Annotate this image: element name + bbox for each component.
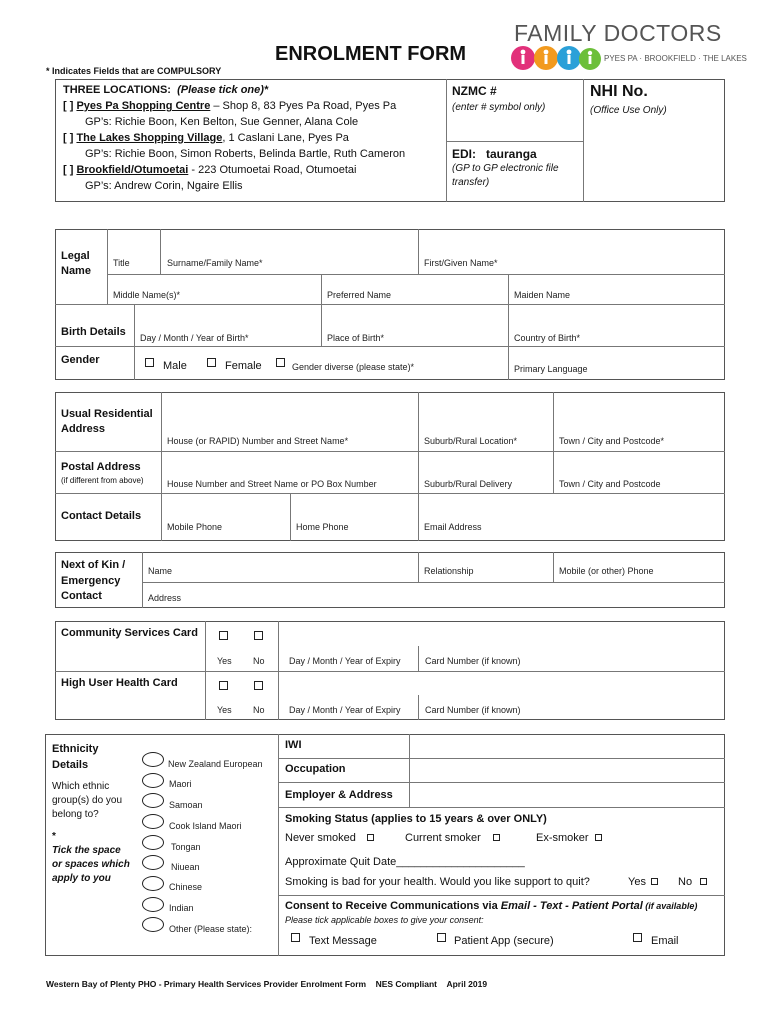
gender-label: Gender	[61, 354, 100, 366]
male-checkbox[interactable]	[145, 358, 154, 367]
support-yes-label: Yes	[628, 876, 646, 888]
kin-phone-field[interactable]: Mobile (or other) Phone	[559, 566, 654, 576]
usual-address-label-2: Address	[61, 423, 106, 435]
occupation-input[interactable]	[412, 761, 720, 779]
postal-suburb-field[interactable]: Suburb/Rural Delivery	[424, 479, 513, 489]
home-phone-field[interactable]: Home Phone	[296, 522, 349, 532]
ex-smoker-checkbox[interactable]	[595, 834, 602, 841]
consent-note: Please tick applicable boxes to give your consent:	[285, 915, 484, 925]
employer-input[interactable]	[412, 785, 720, 804]
quit-support-question: Smoking is bad for your health. Would you like support to quit?	[285, 876, 590, 888]
ethnicity-option-label: Other (Please state):	[169, 924, 253, 934]
logo	[510, 20, 747, 77]
csc-yes-label: Yes	[217, 656, 232, 666]
ethnicity-option-circle[interactable]	[142, 773, 164, 788]
smoking-status-title: Smoking Status (applies to 15 years & over ONLY)	[285, 813, 547, 825]
logo-text: FAMILY DOCTORS	[514, 20, 722, 46]
postal-street-field[interactable]: House Number and Street Name or PO Box Number	[167, 479, 377, 489]
ethnicity-option-circle[interactable]	[142, 876, 164, 891]
email-consent-checkbox[interactable]	[633, 933, 642, 942]
kin-address-field[interactable]: Address	[148, 593, 182, 603]
town-postcode-field[interactable]: Town / City and Postcode*	[559, 436, 665, 446]
usual-address-label-1: Usual Residential	[61, 408, 153, 420]
primary-language-field[interactable]: Primary Language	[514, 364, 588, 374]
ethnicity-option-label: Samoan	[169, 800, 203, 810]
ethnicity-option-label: Maori	[169, 779, 192, 789]
ethnicity-option-label: Chinese	[169, 882, 203, 892]
postal-town-field[interactable]: Town / City and Postcode	[559, 479, 661, 489]
title-field[interactable]: Title	[113, 258, 130, 268]
ethnicity-option-label: New Zealand European	[168, 759, 263, 769]
edi-label: EDI: tauranga	[452, 147, 537, 161]
ethnicity-option-circle[interactable]	[142, 835, 164, 850]
locations-heading: THREE LOCATIONS: (Please tick one)*	[63, 84, 269, 96]
location-the-lakes[interactable]: [ ] The Lakes Shopping Village, 1 Caslani Lane, Pyes Pa	[63, 132, 349, 144]
patient-app-checkbox[interactable]	[437, 933, 446, 942]
legal-name-label-1: Legal	[61, 250, 90, 262]
never-smoked-label: Never smoked	[285, 832, 356, 844]
contact-details-label: Contact Details	[61, 510, 142, 522]
male-label: Male	[163, 360, 187, 372]
kin-label-3: Contact	[61, 590, 102, 602]
quit-date-field[interactable]: Approximate Quit Date_____________________	[285, 856, 525, 868]
dob-field[interactable]: Day / Month / Year of Birth*	[140, 333, 249, 343]
nhi-label: NHI No.	[590, 83, 648, 100]
house-rapid-field[interactable]: House (or RAPID) Number and Street Name*	[167, 436, 349, 446]
place-of-birth-field[interactable]: Place of Birth*	[327, 333, 385, 343]
email-consent-label: Email	[651, 935, 679, 947]
maiden-name-field[interactable]: Maiden Name	[514, 290, 571, 300]
ethnicity-option-label: Cook Island Maori	[169, 821, 242, 831]
first-name-field[interactable]: First/Given Name*	[424, 258, 498, 268]
ethnicity-question-3: belong to?	[52, 809, 99, 820]
middle-names-field[interactable]: Middle Name(s)*	[113, 290, 181, 300]
ethnicity-question-2: group(s) do you	[52, 795, 123, 806]
kin-relationship-field[interactable]: Relationship	[424, 566, 474, 576]
ethnicity-option-circle[interactable]	[142, 855, 164, 870]
postal-note: (if different from above)	[61, 476, 144, 485]
huhc-card-number-field[interactable]: Card Number (if known)	[425, 705, 521, 715]
birth-details-label: Birth Details	[61, 326, 126, 338]
nzmc-note: (enter # symbol only)	[452, 102, 546, 113]
address-panel	[55, 392, 725, 541]
edi-note-1: (GP to GP electronic file	[452, 163, 559, 174]
logo-subtext: PYES PA · BROOKFIELD · THE LAKES	[604, 54, 747, 63]
ethnicity-option-circle[interactable]	[142, 752, 164, 767]
support-no-label: No	[678, 876, 693, 888]
location-pyes-pa[interactable]: [ ] Pyes Pa Shopping Centre – Shop 8, 83 Pyes Pa Road, Pyes Pa	[63, 100, 397, 112]
text-message-checkbox[interactable]	[291, 933, 300, 942]
never-smoked-checkbox[interactable]	[367, 834, 374, 841]
ethnicity-star: *	[52, 831, 56, 842]
ethnicity-option-label: Indian	[169, 903, 194, 913]
csc-card-number-field[interactable]: Card Number (if known)	[425, 656, 521, 666]
text-message-label: Text Message	[309, 935, 377, 947]
current-smoker-label: Current smoker	[405, 832, 481, 844]
postal-address-label: Postal Address	[61, 461, 141, 473]
csc-expiry-field[interactable]: Day / Month / Year of Expiry	[289, 656, 401, 666]
ethnicity-option-label: Tongan	[171, 842, 201, 852]
preferred-name-field[interactable]: Preferred Name	[327, 290, 392, 300]
employer-label: Employer & Address	[285, 789, 393, 801]
huhc-yes-label: Yes	[217, 705, 232, 715]
legal-name-label-2: Name	[61, 265, 91, 277]
patient-app-label: Patient App (secure)	[454, 935, 554, 947]
female-checkbox[interactable]	[207, 358, 216, 367]
consent-title: Consent to Receive Communications via Email - Text - Patient Portal (if available)	[285, 900, 698, 912]
kin-label-1: Next of Kin /	[61, 559, 126, 571]
ethnicity-question-1: Which ethnic	[52, 781, 110, 792]
form-title: ENROLMENT FORM	[275, 43, 467, 65]
occupation-label: Occupation	[285, 763, 346, 775]
gender-diverse-label: Gender diverse (please state)*	[292, 362, 415, 372]
ethnicity-option-circle[interactable]	[142, 917, 164, 932]
ethnicity-label-1: Ethnicity	[52, 743, 99, 755]
ethnicity-tick-2: or spaces which	[52, 859, 130, 870]
csc-label: Community Services Card	[61, 627, 198, 639]
lakes-gps: GP’s: Richie Boon, Simon Roberts, Belinda Bartle, Ruth Cameron	[85, 148, 406, 160]
huhc-expiry-field[interactable]: Day / Month / Year of Expiry	[289, 705, 401, 715]
location-brookfield[interactable]: [ ] Brookfield/Otumoetai - 223 Otumoetai Road, Otumoetai	[63, 164, 357, 176]
nzmc-label: NZMC #	[452, 84, 497, 98]
csc-no-label: No	[253, 656, 265, 666]
kin-name-field[interactable]: Name	[148, 566, 173, 576]
footer: Western Bay of Plenty PHO - Primary Health Services Provider Enrolment Form NES Compliant April 2019	[46, 979, 488, 989]
ethnicity-option-circle[interactable]	[142, 897, 164, 912]
surname-field[interactable]: Surname/Family Name*	[167, 258, 263, 268]
csc-yes-checkbox[interactable]	[219, 631, 228, 640]
gender-diverse-checkbox[interactable]	[276, 358, 285, 367]
ethnicity-tick-3: apply to you	[52, 873, 111, 884]
current-smoker-checkbox[interactable]	[493, 834, 500, 841]
support-yes-checkbox[interactable]	[651, 878, 658, 885]
edi-note-2: transfer)	[452, 177, 490, 188]
ethnicity-option-circle[interactable]	[142, 814, 164, 829]
nhi-note: (Office Use Only)	[590, 105, 667, 116]
ethnicity-option-circle[interactable]	[142, 793, 164, 808]
iwi-input[interactable]	[412, 737, 720, 755]
csc-no-checkbox[interactable]	[254, 631, 263, 640]
pyes-pa-gps: GP’s: Richie Boon, Ken Belton, Sue Genner, Alana Cole	[85, 116, 359, 128]
suburb-location-field[interactable]: Suburb/Rural Location*	[424, 436, 518, 446]
huhc-label: High User Health Card	[61, 677, 178, 689]
kin-label-2: Emergency	[61, 575, 121, 587]
iwi-label: IWI	[285, 739, 302, 751]
huhc-no-checkbox[interactable]	[254, 681, 263, 690]
email-address-field[interactable]: Email Address	[424, 522, 482, 532]
huhc-no-label: No	[253, 705, 265, 715]
ethnicity-tick-1: Tick the space	[52, 845, 121, 856]
ethnicity-option-label: Niuean	[171, 862, 200, 872]
brookfield-gps: GP’s: Andrew Corin, Ngaire Ellis	[85, 180, 243, 192]
huhc-yes-checkbox[interactable]	[219, 681, 228, 690]
female-label: Female	[225, 360, 262, 372]
family-figures-icon	[510, 44, 602, 72]
support-no-checkbox[interactable]	[700, 878, 707, 885]
mobile-phone-field[interactable]: Mobile Phone	[167, 522, 223, 532]
nzmc-input[interactable]	[450, 96, 578, 138]
compulsory-note: * Indicates Fields that are COMPULSORY	[46, 66, 222, 76]
country-of-birth-field[interactable]: Country of Birth*	[514, 333, 581, 343]
ex-smoker-label: Ex-smoker	[536, 832, 589, 844]
ethnicity-label-2: Details	[52, 759, 89, 771]
